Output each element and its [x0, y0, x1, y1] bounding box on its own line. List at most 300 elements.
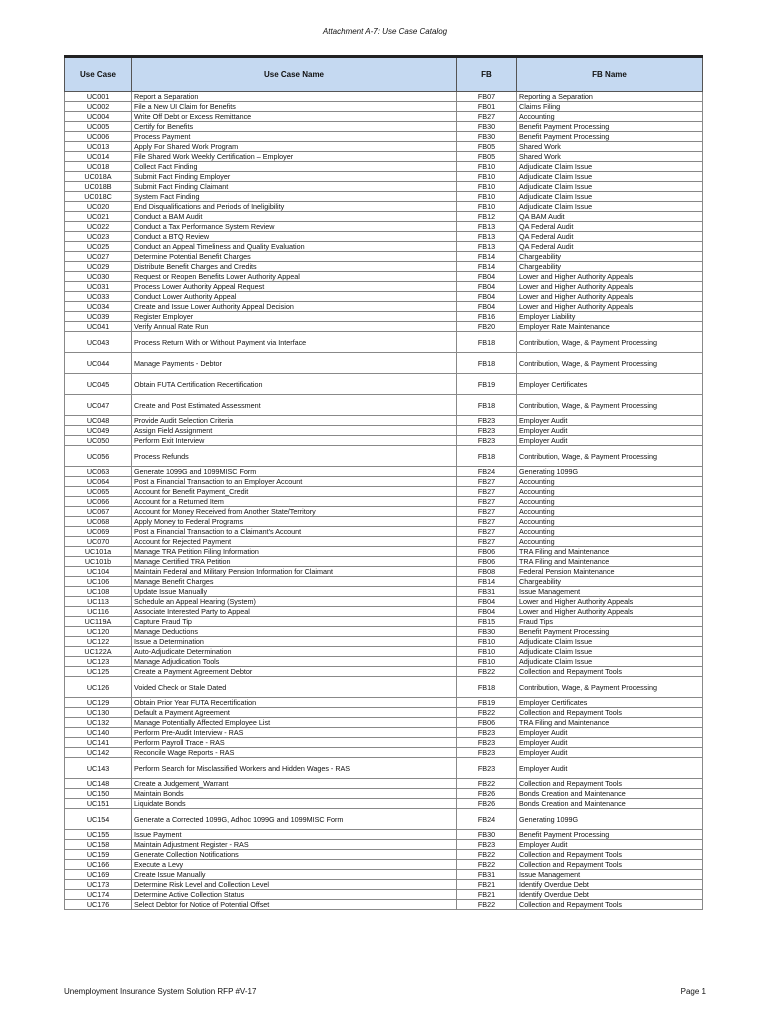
use-case-id-cell: UC158: [65, 840, 132, 850]
use-case-id-cell: UC063: [65, 467, 132, 477]
fb-code-cell: FB23: [457, 748, 517, 758]
fb-name-cell: Identify Overdue Debt: [517, 890, 703, 900]
table-row: [65, 617, 703, 627]
use-case-name-cell: Register Employer: [132, 312, 457, 322]
use-case-id-cell: UC023: [65, 232, 132, 242]
table-header: [65, 57, 703, 92]
use-case-name-cell: Schedule an Appeal Hearing (System): [132, 597, 457, 607]
use-case-id-cell: UC022: [65, 222, 132, 232]
use-case-id-cell: UC025: [65, 242, 132, 252]
table-row: [65, 322, 703, 332]
use-case-id-cell: UC027: [65, 252, 132, 262]
use-case-name-cell: Write Off Debt or Excess Remittance: [132, 112, 457, 122]
use-case-name-cell: Verify Annual Rate Run: [132, 322, 457, 332]
fb-code-cell: FB22: [457, 667, 517, 677]
table-row: [65, 102, 703, 112]
use-case-id-cell: UC033: [65, 292, 132, 302]
fb-code-cell: FB04: [457, 272, 517, 282]
footer-document-name: Unemployment Insurance System Solution RFP #V-17: [64, 987, 257, 996]
fb-name-cell: Employer Audit: [517, 738, 703, 748]
use-case-id-cell: UC174: [65, 890, 132, 900]
fb-code-cell: FB14: [457, 262, 517, 272]
use-case-name-cell: Create a Judgement_Warrant: [132, 779, 457, 789]
fb-code-cell: FB19: [457, 374, 517, 395]
fb-name-cell: Adjudicate Claim Issue: [517, 182, 703, 192]
use-case-name-cell: Create and Issue Lower Authority Appeal Decision: [132, 302, 457, 312]
use-case-name-cell: Post a Financial Transaction to an Employer Account: [132, 477, 457, 487]
fb-code-cell: FB23: [457, 436, 517, 446]
use-case-name-cell: Account for Money Received from Another State/Territory: [132, 507, 457, 517]
table-row: [65, 728, 703, 738]
fb-name-cell: Accounting: [517, 477, 703, 487]
use-case-name-cell: Maintain Bonds: [132, 789, 457, 799]
table-row: [65, 467, 703, 477]
table-row: [65, 312, 703, 322]
fb-code-cell: FB10: [457, 637, 517, 647]
use-case-id-cell: UC151: [65, 799, 132, 809]
fb-code-cell: FB18: [457, 353, 517, 374]
table-row: [65, 507, 703, 517]
table-row: [65, 718, 703, 728]
use-case-id-cell: UC113: [65, 597, 132, 607]
use-case-id-cell: UC140: [65, 728, 132, 738]
table-row: [65, 748, 703, 758]
use-case-name-cell: Manage Potentially Affected Employee List: [132, 718, 457, 728]
table-row: [65, 667, 703, 677]
use-case-name-cell: Conduct a BTQ Review: [132, 232, 457, 242]
use-case-id-cell: UC006: [65, 132, 132, 142]
fb-code-cell: FB04: [457, 292, 517, 302]
fb-name-cell: Accounting: [517, 507, 703, 517]
table-row: [65, 517, 703, 527]
use-case-name-cell: Account for Benefit Payment_Credit: [132, 487, 457, 497]
use-case-id-cell: UC039: [65, 312, 132, 322]
table-row: [65, 799, 703, 809]
use-case-id-cell: UC101a: [65, 547, 132, 557]
use-case-name-cell: Issue Payment: [132, 830, 457, 840]
table-row: [65, 647, 703, 657]
fb-name-cell: Contribution, Wage, & Payment Processing: [517, 677, 703, 698]
fb-name-cell: Collection and Repayment Tools: [517, 779, 703, 789]
fb-code-cell: FB18: [457, 332, 517, 353]
table-row: [65, 252, 703, 262]
fb-name-cell: Fraud Tips: [517, 617, 703, 627]
fb-name-cell: Collection and Repayment Tools: [517, 900, 703, 910]
table-row: [65, 122, 703, 132]
table-row: [65, 162, 703, 172]
use-case-id-cell: UC005: [65, 122, 132, 132]
use-case-name-cell: Obtain FUTA Certification Recertification: [132, 374, 457, 395]
use-case-name-cell: Voided Check or Stale Dated: [132, 677, 457, 698]
table-row: [65, 302, 703, 312]
use-case-name-cell: Account for a Returned Item: [132, 497, 457, 507]
fb-code-cell: FB24: [457, 809, 517, 830]
use-case-id-cell: UC120: [65, 627, 132, 637]
use-case-name-cell: Conduct a BAM Audit: [132, 212, 457, 222]
fb-code-cell: FB30: [457, 122, 517, 132]
fb-name-cell: Shared Work: [517, 142, 703, 152]
table-row: [65, 477, 703, 487]
table-row: [65, 353, 703, 374]
fb-name-cell: Accounting: [517, 487, 703, 497]
use-case-id-cell: UC001: [65, 92, 132, 102]
fb-code-cell: FB13: [457, 232, 517, 242]
fb-name-cell: Reporting a Separation: [517, 92, 703, 102]
table-row: [65, 282, 703, 292]
use-case-name-cell: Default a Payment Agreement: [132, 708, 457, 718]
use-case-id-cell: UC068: [65, 517, 132, 527]
fb-code-cell: FB18: [457, 677, 517, 698]
table-row: [65, 809, 703, 830]
fb-name-cell: Bonds Creation and Maintenance: [517, 789, 703, 799]
use-case-name-cell: Perform Payroll Trace - RAS: [132, 738, 457, 748]
use-case-id-cell: UC141: [65, 738, 132, 748]
table-row: [65, 172, 703, 182]
use-case-name-cell: System Fact Finding: [132, 192, 457, 202]
fb-name-cell: Federal Pension Maintenance: [517, 567, 703, 577]
fb-name-cell: Collection and Repayment Tools: [517, 708, 703, 718]
table-row: [65, 436, 703, 446]
table-row: [65, 587, 703, 597]
use-case-id-cell: UC070: [65, 537, 132, 547]
use-case-id-cell: UC047: [65, 395, 132, 416]
use-case-name-cell: Manage Deductions: [132, 627, 457, 637]
fb-code-cell: FB22: [457, 708, 517, 718]
use-case-id-cell: UC014: [65, 152, 132, 162]
fb-code-cell: FB27: [457, 497, 517, 507]
use-case-id-cell: UC101b: [65, 557, 132, 567]
use-case-name-cell: Generate Collection Notifications: [132, 850, 457, 860]
use-case-id-cell: UC044: [65, 353, 132, 374]
use-case-name-cell: Manage Certified TRA Petition: [132, 557, 457, 567]
use-case-id-cell: UC031: [65, 282, 132, 292]
fb-name-cell: Accounting: [517, 527, 703, 537]
table-row: [65, 567, 703, 577]
use-case-id-cell: UC064: [65, 477, 132, 487]
fb-code-cell: FB30: [457, 627, 517, 637]
table-row: [65, 332, 703, 353]
use-case-id-cell: UC050: [65, 436, 132, 446]
fb-name-cell: Employer Audit: [517, 758, 703, 779]
use-case-id-cell: UC030: [65, 272, 132, 282]
fb-code-cell: FB10: [457, 657, 517, 667]
use-case-id-cell: UC142: [65, 748, 132, 758]
use-case-id-cell: UC130: [65, 708, 132, 718]
use-case-id-cell: UC119A: [65, 617, 132, 627]
use-case-id-cell: UC041: [65, 322, 132, 332]
fb-name-cell: Shared Work: [517, 152, 703, 162]
table-row: [65, 202, 703, 212]
use-case-id-cell: UC018B: [65, 182, 132, 192]
fb-name-cell: TRA Filing and Maintenance: [517, 547, 703, 557]
fb-code-cell: FB18: [457, 395, 517, 416]
use-case-name-cell: Update Issue Manually: [132, 587, 457, 597]
fb-code-cell: FB23: [457, 840, 517, 850]
fb-code-cell: FB22: [457, 860, 517, 870]
fb-code-cell: FB27: [457, 517, 517, 527]
fb-code-cell: FB21: [457, 890, 517, 900]
use-case-id-cell: UC049: [65, 426, 132, 436]
use-case-name-cell: Conduct an Appeal Timeliness and Quality Evaluation: [132, 242, 457, 252]
fb-code-cell: FB06: [457, 557, 517, 567]
fb-code-cell: FB04: [457, 607, 517, 617]
table-row: [65, 497, 703, 507]
fb-name-cell: Employer Audit: [517, 436, 703, 446]
use-case-id-cell: UC045: [65, 374, 132, 395]
table-row: [65, 789, 703, 799]
use-case-id-cell: UC176: [65, 900, 132, 910]
use-case-name-cell: Process Refunds: [132, 446, 457, 467]
table-row: [65, 192, 703, 202]
table-row: [65, 698, 703, 708]
fb-code-cell: FB31: [457, 870, 517, 880]
use-case-name-cell: Post a Financial Transaction to a Claimant's Account: [132, 527, 457, 537]
table-body: [65, 92, 703, 910]
footer-page-number: Page 1: [680, 987, 706, 996]
fb-code-cell: FB06: [457, 547, 517, 557]
use-case-name-cell: File a New UI Claim for Benefits: [132, 102, 457, 112]
fb-name-cell: Bonds Creation and Maintenance: [517, 799, 703, 809]
header-fb: FB: [457, 57, 517, 92]
fb-name-cell: Adjudicate Claim Issue: [517, 657, 703, 667]
use-case-id-cell: UC122A: [65, 647, 132, 657]
use-case-name-cell: Associate Interested Party to Appeal: [132, 607, 457, 617]
table-row: [65, 446, 703, 467]
use-case-name-cell: Provide Audit Selection Criteria: [132, 416, 457, 426]
use-case-id-cell: UC021: [65, 212, 132, 222]
use-case-name-cell: Conduct a Tax Performance System Review: [132, 222, 457, 232]
fb-code-cell: FB23: [457, 426, 517, 436]
fb-name-cell: Benefit Payment Processing: [517, 830, 703, 840]
use-case-name-cell: Generate a Corrected 1099G, Adhoc 1099G and 1099MISC Form: [132, 809, 457, 830]
fb-name-cell: Employer Audit: [517, 748, 703, 758]
fb-code-cell: FB18: [457, 446, 517, 467]
use-case-id-cell: UC065: [65, 487, 132, 497]
fb-code-cell: FB27: [457, 527, 517, 537]
fb-name-cell: Contribution, Wage, & Payment Processing: [517, 353, 703, 374]
use-case-name-cell: Request or Reopen Benefits Lower Authority Appeal: [132, 272, 457, 282]
fb-name-cell: Chargeability: [517, 252, 703, 262]
use-case-name-cell: Conduct Lower Authority Appeal: [132, 292, 457, 302]
use-case-id-cell: UC129: [65, 698, 132, 708]
table-row: [65, 627, 703, 637]
use-case-name-cell: Process Lower Authority Appeal Request: [132, 282, 457, 292]
use-case-id-cell: UC018: [65, 162, 132, 172]
fb-name-cell: Accounting: [517, 537, 703, 547]
fb-name-cell: Generating 1099G: [517, 809, 703, 830]
use-case-name-cell: Create and Post Estimated Assessment: [132, 395, 457, 416]
table-row: [65, 292, 703, 302]
header-use-case-name: Use Case Name: [132, 57, 457, 92]
use-case-name-cell: Reconcile Wage Reports - RAS: [132, 748, 457, 758]
fb-name-cell: TRA Filing and Maintenance: [517, 718, 703, 728]
fb-name-cell: QA Federal Audit: [517, 242, 703, 252]
use-case-id-cell: UC020: [65, 202, 132, 212]
table-row: [65, 152, 703, 162]
use-case-name-cell: Assign Field Assignment: [132, 426, 457, 436]
use-case-name-cell: Manage Adjudication Tools: [132, 657, 457, 667]
use-case-name-cell: Issue a Determination: [132, 637, 457, 647]
use-case-name-cell: Perform Pre-Audit Interview - RAS: [132, 728, 457, 738]
table-row: [65, 487, 703, 497]
fb-code-cell: FB27: [457, 112, 517, 122]
fb-code-cell: FB14: [457, 577, 517, 587]
fb-code-cell: FB23: [457, 738, 517, 748]
fb-code-cell: FB15: [457, 617, 517, 627]
fb-name-cell: Chargeability: [517, 262, 703, 272]
table-row: [65, 890, 703, 900]
fb-name-cell: Accounting: [517, 517, 703, 527]
fb-code-cell: FB22: [457, 900, 517, 910]
table-row: [65, 779, 703, 789]
table-row: [65, 708, 703, 718]
fb-code-cell: FB10: [457, 182, 517, 192]
use-case-id-cell: UC018C: [65, 192, 132, 202]
fb-name-cell: Employer Audit: [517, 416, 703, 426]
use-case-id-cell: UC034: [65, 302, 132, 312]
use-case-id-cell: UC169: [65, 870, 132, 880]
use-case-id-cell: UC122: [65, 637, 132, 647]
use-case-name-cell: Maintain Federal and Military Pension Information for Claimant: [132, 567, 457, 577]
fb-name-cell: Lower and Higher Authority Appeals: [517, 302, 703, 312]
fb-name-cell: Lower and Higher Authority Appeals: [517, 292, 703, 302]
table-row: [65, 242, 703, 252]
table-row: [65, 758, 703, 779]
table-row: [65, 222, 703, 232]
use-case-name-cell: Process Payment: [132, 132, 457, 142]
table-row: [65, 132, 703, 142]
header-row: [65, 57, 703, 92]
fb-name-cell: Issue Management: [517, 587, 703, 597]
table-row: [65, 677, 703, 698]
table-row: [65, 557, 703, 567]
use-case-id-cell: UC029: [65, 262, 132, 272]
use-case-id-cell: UC018A: [65, 172, 132, 182]
table-row: [65, 182, 703, 192]
use-case-id-cell: UC155: [65, 830, 132, 840]
table-row: [65, 657, 703, 667]
fb-name-cell: Lower and Higher Authority Appeals: [517, 597, 703, 607]
table-row: [65, 426, 703, 436]
table-row: [65, 92, 703, 102]
use-case-name-cell: Determine Potential Benefit Charges: [132, 252, 457, 262]
table-row: [65, 830, 703, 840]
use-case-name-cell: Manage Benefit Charges: [132, 577, 457, 587]
fb-code-cell: FB27: [457, 507, 517, 517]
fb-code-cell: FB16: [457, 312, 517, 322]
table-row: [65, 212, 703, 222]
use-case-id-cell: UC106: [65, 577, 132, 587]
fb-code-cell: FB05: [457, 152, 517, 162]
fb-code-cell: FB13: [457, 222, 517, 232]
use-case-name-cell: Submit Fact Finding Employer: [132, 172, 457, 182]
fb-name-cell: Adjudicate Claim Issue: [517, 637, 703, 647]
fb-code-cell: FB10: [457, 192, 517, 202]
fb-name-cell: Adjudicate Claim Issue: [517, 172, 703, 182]
fb-name-cell: Issue Management: [517, 870, 703, 880]
use-case-name-cell: Apply Money to Federal Programs: [132, 517, 457, 527]
table-row: [65, 880, 703, 890]
fb-code-cell: FB19: [457, 698, 517, 708]
fb-code-cell: FB04: [457, 282, 517, 292]
use-case-id-cell: UC123: [65, 657, 132, 667]
use-case-name-cell: Liquidate Bonds: [132, 799, 457, 809]
fb-code-cell: FB26: [457, 789, 517, 799]
use-case-id-cell: UC104: [65, 567, 132, 577]
use-case-id-cell: UC056: [65, 446, 132, 467]
use-case-id-cell: UC159: [65, 850, 132, 860]
fb-code-cell: FB22: [457, 779, 517, 789]
fb-code-cell: FB27: [457, 537, 517, 547]
document-title: Attachment A-7: Use Case Catalog: [322, 27, 448, 36]
use-case-name-cell: Create a Payment Agreement Debtor: [132, 667, 457, 677]
fb-name-cell: Collection and Repayment Tools: [517, 860, 703, 870]
use-case-id-cell: UC116: [65, 607, 132, 617]
table-row: [65, 607, 703, 617]
use-case-name-cell: Certify for Benefits: [132, 122, 457, 132]
fb-name-cell: Employer Liability: [517, 312, 703, 322]
fb-name-cell: Chargeability: [517, 577, 703, 587]
fb-name-cell: Adjudicate Claim Issue: [517, 162, 703, 172]
use-case-name-cell: Distribute Benefit Charges and Credits: [132, 262, 457, 272]
use-case-id-cell: UC125: [65, 667, 132, 677]
use-case-id-cell: UC069: [65, 527, 132, 537]
use-case-name-cell: Execute a Levy: [132, 860, 457, 870]
fb-name-cell: Benefit Payment Processing: [517, 122, 703, 132]
table-row: [65, 527, 703, 537]
use-case-name-cell: Determine Active Collection Status: [132, 890, 457, 900]
use-case-id-cell: UC150: [65, 789, 132, 799]
header-fb-name: FB Name: [517, 57, 703, 92]
fb-code-cell: FB23: [457, 728, 517, 738]
fb-code-cell: FB23: [457, 758, 517, 779]
use-case-id-cell: UC132: [65, 718, 132, 728]
fb-code-cell: FB27: [457, 477, 517, 487]
fb-name-cell: Adjudicate Claim Issue: [517, 647, 703, 657]
fb-name-cell: Lower and Higher Authority Appeals: [517, 607, 703, 617]
use-case-name-cell: Collect Fact Finding: [132, 162, 457, 172]
fb-name-cell: Contribution, Wage, & Payment Processing: [517, 395, 703, 416]
fb-code-cell: FB10: [457, 202, 517, 212]
table-row: [65, 900, 703, 910]
fb-code-cell: FB04: [457, 302, 517, 312]
fb-name-cell: Employer Certificates: [517, 698, 703, 708]
use-case-name-cell: Account for Rejected Payment: [132, 537, 457, 547]
fb-code-cell: FB01: [457, 102, 517, 112]
use-case-name-cell: Manage TRA Petition Filing Information: [132, 547, 457, 557]
fb-code-cell: FB21: [457, 880, 517, 890]
table-row: [65, 112, 703, 122]
fb-code-cell: FB10: [457, 647, 517, 657]
use-case-name-cell: Create Issue Manually: [132, 870, 457, 880]
fb-name-cell: Collection and Repayment Tools: [517, 850, 703, 860]
use-case-name-cell: Submit Fact Finding Claimant: [132, 182, 457, 192]
fb-code-cell: FB12: [457, 212, 517, 222]
use-case-name-cell: Maintain Adjustment Register - RAS: [132, 840, 457, 850]
fb-code-cell: FB05: [457, 142, 517, 152]
fb-name-cell: Generating 1099G: [517, 467, 703, 477]
fb-code-cell: FB13: [457, 242, 517, 252]
use-case-table: [64, 55, 703, 910]
fb-name-cell: QA Federal Audit: [517, 222, 703, 232]
table-row: [65, 272, 703, 282]
table-row: [65, 416, 703, 426]
use-case-name-cell: File Shared Work Weekly Certification – Employer: [132, 152, 457, 162]
table-row: [65, 840, 703, 850]
fb-name-cell: Employer Audit: [517, 426, 703, 436]
fb-name-cell: Adjudicate Claim Issue: [517, 192, 703, 202]
use-case-name-cell: Perform Exit Interview: [132, 436, 457, 446]
